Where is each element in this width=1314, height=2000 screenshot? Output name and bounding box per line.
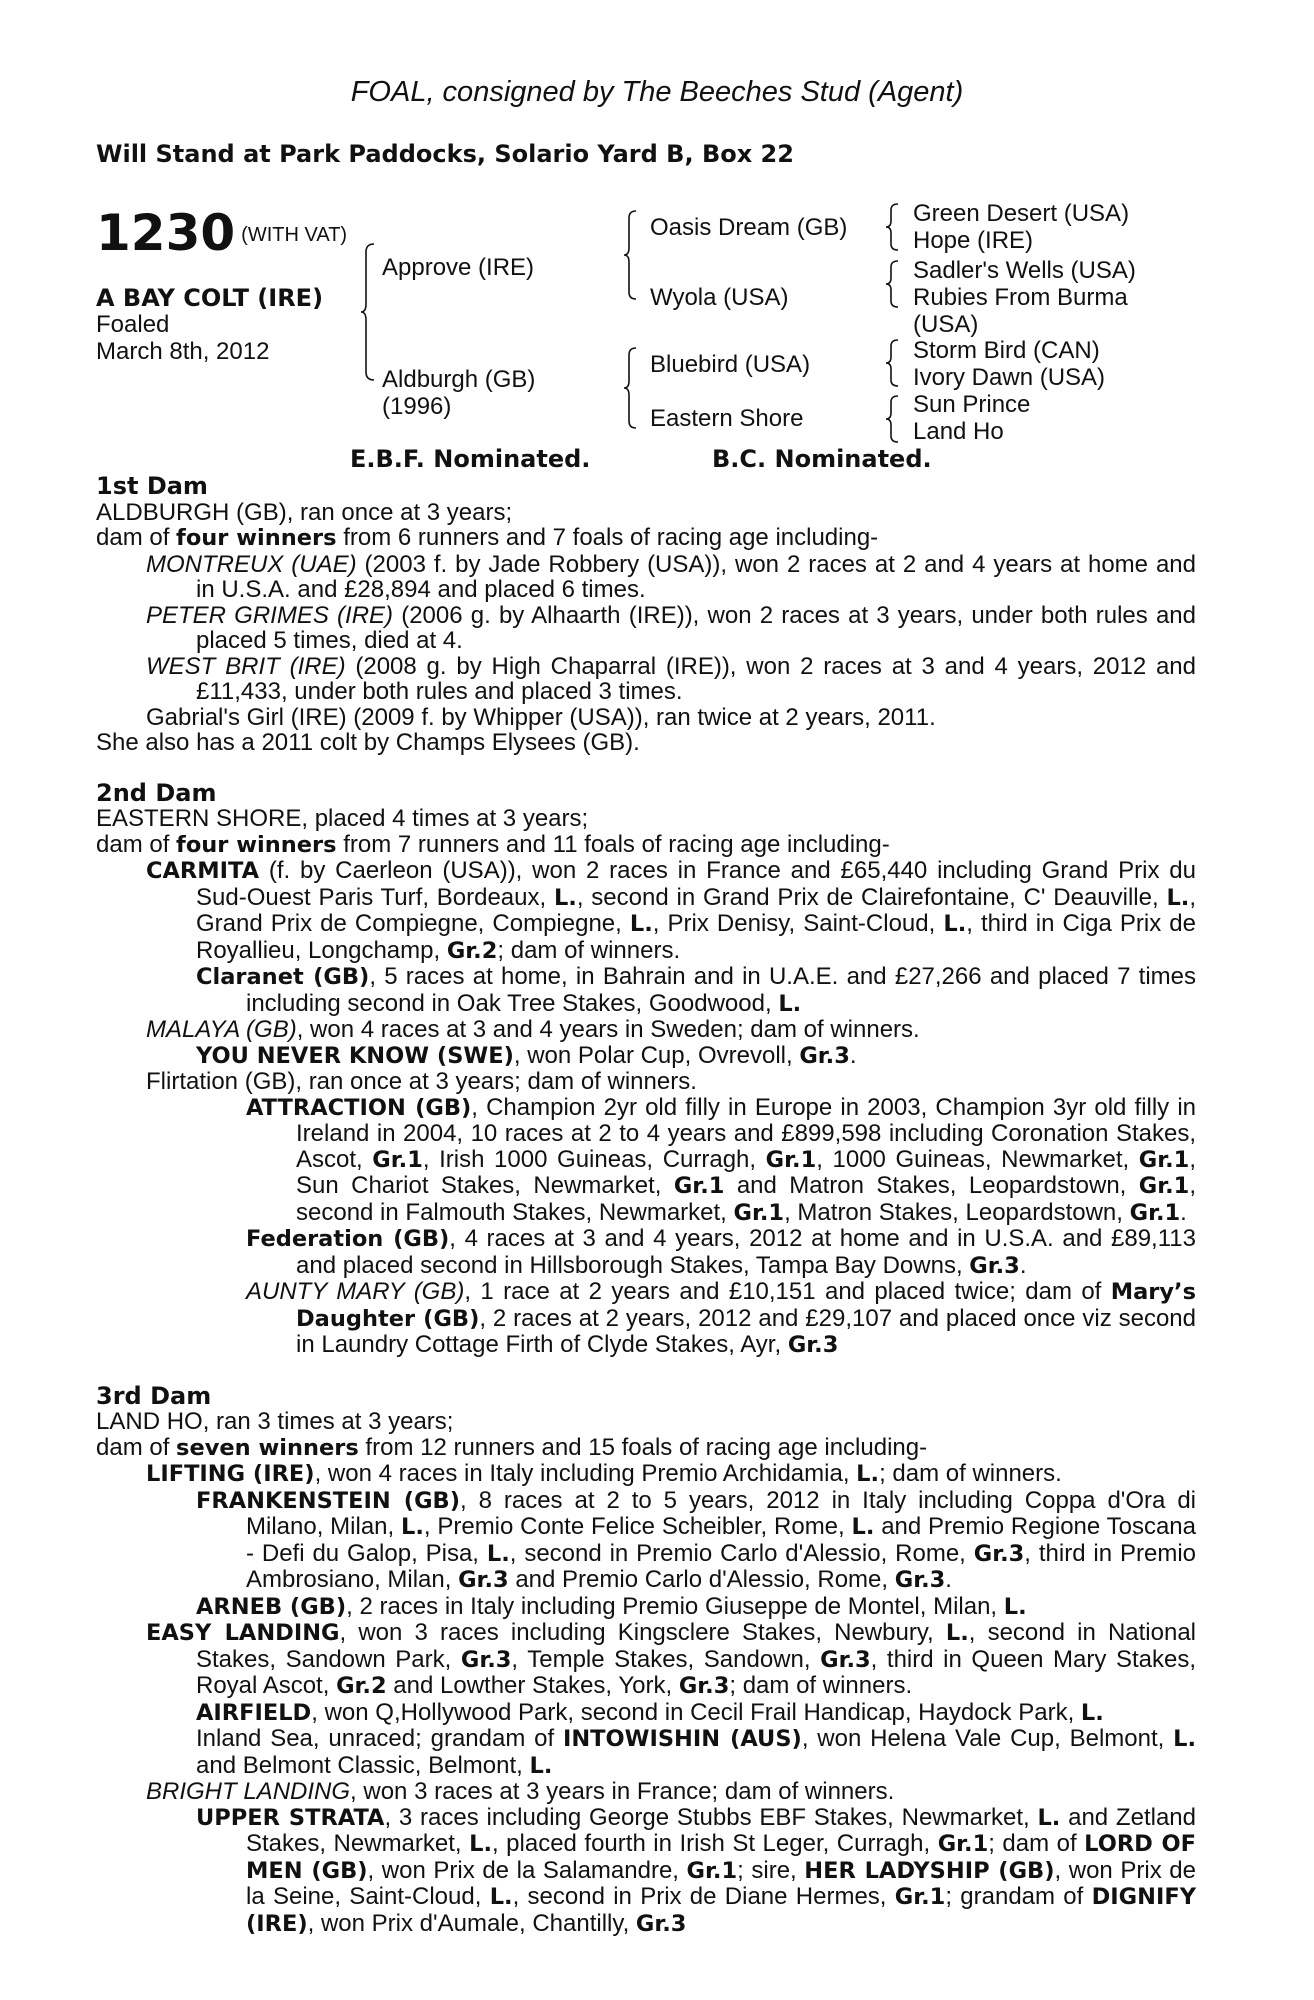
pedigree-brace-dam (623, 346, 641, 430)
pedigree-g7: Sun Prince (913, 391, 1031, 418)
pedigree-brace-g1 (885, 202, 903, 252)
pedigree-sire-dam: Wyola (USA) (650, 284, 789, 311)
list-item: AIRFIELD, won Q,Hollywood Park, second in Cecil Frail Handicap, Haydock Park, L. (196, 1698, 1104, 1726)
pedigree-dam-year: (1996) (382, 393, 452, 420)
first-dam-heading: 1st Dam (96, 472, 208, 500)
stand-location: Will Stand at Park Paddocks, Solario Yard B, Box 22 (96, 140, 794, 168)
second-dam-summary: dam of four winners from 7 runners and 11 foals of racing age including- (96, 830, 890, 858)
list-item: UPPER STRATA, 3 races including George Stubbs EBF Stakes, Newmarket, L. and Zetland Stakes, Newmarket, L., placed fourth in Irish St Leger, Curragh, Gr.1; dam of LORD OF MEN (GB), won Prix de la Salamandre, Gr.1; sire, HER LADYSHIP (GB), won Prix de la Seine, Saint-Cloud, L., second in Prix de Diane Hermes, Gr.1; grandam of DIGNIFY (IRE), won Prix d'Aumale, Chantilly, Gr.3 (196, 1803, 1197, 1937)
vat-note: (WITH VAT) (241, 224, 348, 246)
pedigree-sire-sire: Oasis Dream (GB) (650, 214, 848, 241)
pedigree-g5: Storm Bird (CAN) (913, 337, 1100, 364)
pedigree-g2: Hope (IRE) (913, 227, 1034, 254)
pedigree-g6: Ivory Dawn (USA) (913, 364, 1106, 391)
page-title: FOAL, consigned by The Beeches Stud (Agent) (350, 76, 964, 108)
pedigree-brace-main (360, 242, 380, 382)
lot-description: A BAY COLT (IRE) (96, 284, 324, 312)
foaled-label: Foaled (96, 311, 170, 338)
first-dam-summary: dam of four winners from 6 runners and 7 foals of racing age including- (96, 524, 879, 551)
list-item: YOU NEVER KNOW (SWE), won Polar Cup, Ovrevoll, Gr.3. (196, 1041, 857, 1069)
pedigree-g4-country: (USA) (913, 311, 979, 338)
list-item: WEST BRIT (IRE) (2008 g. by High Chaparral (IRE)), won 2 races at 3 and 4 years, 2012 and £11,433, under both rules and placed 3 times. (146, 652, 1197, 705)
list-item: CARMITA (f. by Caerleon (USA)), won 2 races in France and £65,440 including Grand Prix du Sud-Ouest Paris Turf, Bordeaux, L., second in Grand Prix de Clairefontaine, C' Deauville, L., Grand Prix de Compiegne, Compiegne, L., Prix Denisy, Saint-Cloud, L., third in Ciga Prix de Royallieu, Longchamp, Gr.2; dam of winners. (146, 857, 1196, 964)
bc-nominated: B.C. Nominated. (712, 445, 932, 473)
list-item: Claranet (GB), 5 races at home, in Bahrain and in U.A.E. and £27,266 and placed 7 times including second in Oak Tree Stakes, Goodwood, L. (196, 963, 1196, 1017)
list-item: Flirtation (GB), ran once at 3 years; dam of winners. (146, 1068, 697, 1095)
pedigree-sire: Approve (IRE) (382, 254, 535, 281)
list-item: MALAYA (GB), won 4 races at 3 and 4 years in Sweden; dam of winners. (146, 1016, 920, 1043)
list-item: Inland Sea, unraced; grandam of INTOWISHIN (AUS), won Helena Vale Cup, Belmont, L. and Belmont Classic, Belmont, L. (196, 1725, 1197, 1779)
list-item: MONTREUX (UAE) (2003 f. by Jade Robbery (USA)), won 2 races at 2 and 4 years at home and in U.S.A. and £28,894 and placed 6 times. (146, 550, 1196, 603)
catalogue-body (96, 474, 1196, 1937)
third-dam-line: LAND HO, ran 3 times at 3 years; (96, 1408, 454, 1435)
list-item: ARNEB (GB), 2 races in Italy including Premio Giuseppe de Montel, Milan, L. (196, 1592, 1027, 1620)
ebf-nominated: E.B.F. Nominated. (350, 445, 591, 473)
list-item: FRANKENSTEIN (GB), 8 races at 2 to 5 years, 2012 in Italy including Coppa d'Ora di Milano, Milan, L., Premio Conte Felice Scheibler, Rome, L. and Premio Regione Toscana - Defi du Galop, Pisa, L., second in Premio Carlo d'Alessio, Rome, Gr.3, third in Premio Ambrosiano, Milan, Gr.3 and Premio Carlo d'Alessio, Rome, Gr.3. (196, 1486, 1197, 1593)
list-item: AUNTY MARY (GB), 1 race at 2 years and £10,151 and placed twice; dam of Mary’s Daughter (GB), 2 races at 2 years, 2012 and £29,107 and placed once viz second in Laundry Cottage Firth of Clyde Stakes, Ayr, Gr.3 (246, 1278, 1196, 1358)
lot-number-value: 1230 (96, 204, 236, 262)
list-item: LIFTING (IRE), won 4 races in Italy including Premio Archidamia, L.; dam of winners. (146, 1460, 1062, 1487)
pedigree-dam-dam: Eastern Shore (650, 405, 804, 432)
pedigree-g1: Green Desert (USA) (913, 200, 1130, 227)
list-item: Gabrial's Girl (IRE) (2009 f. by Whipper (USA)), ran twice at 2 years, 2011. (146, 703, 936, 731)
list-item: Federation (GB), 4 races at 3 and 4 years, 2012 at home and in U.S.A. and £89,113 and placed second in Hillsborough Stakes, Tampa Bay Downs, Gr.3. (246, 1225, 1196, 1279)
first-dam-also: She also has a 2011 colt by Champs Elysees (GB). (96, 729, 640, 756)
pedigree-dam: Aldburgh (GB) (382, 366, 536, 393)
pedigree-g3: Sadler's Wells (USA) (913, 257, 1136, 284)
list-item: BRIGHT LANDING, won 3 races at 3 years in France; dam of winners. (146, 1778, 895, 1805)
second-dam-heading: 2nd Dam (96, 778, 217, 807)
third-dam-heading: 3rd Dam (96, 1381, 212, 1410)
lot-number (96, 204, 347, 262)
third-dam-summary: dam of seven winners from 12 runners and 15 foals of racing age including- (96, 1433, 928, 1461)
first-dam-line: ALDBURGH (GB), ran once at 3 years; (96, 498, 513, 526)
pedigree-brace-g3 (885, 338, 903, 388)
pedigree-g8: Land Ho (913, 418, 1004, 445)
second-dam-line: EASTERN SHORE, placed 4 times at 3 years; (96, 805, 589, 832)
list-item: EASY LANDING, won 3 races including Kingsclere Stakes, Newbury, L., second in National Stakes, Sandown Park, Gr.3, Temple Stakes, Sandown, Gr.3, third in Queen Mary Stakes, Royal Ascot, Gr.2 and Lowther Stakes, York, Gr.3; dam of winners. (146, 1619, 1197, 1699)
pedigree-dam-sire: Bluebird (USA) (650, 351, 811, 378)
list-item: PETER GRIMES (IRE) (2006 g. by Alhaarth (IRE)), won 2 races at 3 years, under both rules and placed 5 times, died at 4. (146, 601, 1196, 654)
list-item: ATTRACTION (GB), Champion 2yr old filly in Europe in 2003, Champion 3yr old filly in Ireland in 2004, 10 races at 2 to 4 years and £899,598 including Coronation Stakes, Ascot, Gr.1, Irish 1000 Guineas, Curragh, Gr.1, 1000 Guineas, Newmarket, Gr.1, Sun Chariot Stakes, Newmarket, Gr.1 and Matron Stakes, Leopardstown, Gr.1, second in Falmouth Stakes, Newmarket, Gr.1, Matron Stakes, Leopardstown, Gr.1. (246, 1093, 1196, 1226)
pedigree-g4: Rubies From Burma (913, 284, 1128, 311)
foaled-date: March 8th, 2012 (96, 338, 270, 365)
pedigree-brace-sire (623, 209, 641, 301)
pedigree-brace-g2 (885, 259, 903, 309)
pedigree-brace-g4 (885, 394, 903, 444)
